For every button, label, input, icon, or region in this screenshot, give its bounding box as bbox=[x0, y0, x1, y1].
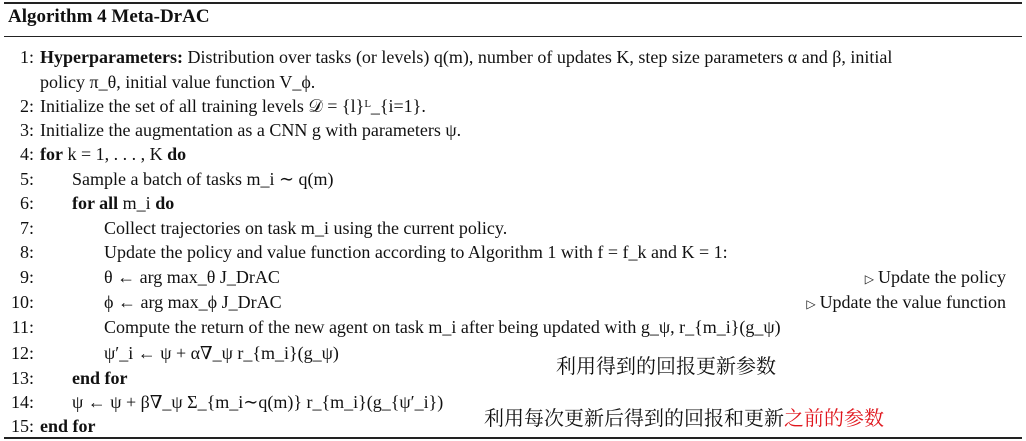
title-rule bbox=[4, 36, 1022, 37]
line-comment bbox=[806, 290, 1006, 316]
algo-line-10 bbox=[0, 290, 1026, 314]
line-number: 4: bbox=[19, 144, 34, 164]
comment-text: Update the value function bbox=[819, 292, 1006, 312]
triangle-right-icon: ▷ bbox=[864, 272, 875, 286]
algo-line-7 bbox=[0, 216, 1026, 240]
annotation-note-2-red: 之前的参数 bbox=[784, 406, 884, 430]
line-text: policy π_θ, initial value function V_ϕ. bbox=[40, 72, 316, 92]
line-text: ϕ ← arg max_ϕ J_DrAC bbox=[104, 292, 282, 312]
algo-line-13 bbox=[0, 366, 1026, 390]
algo-line-9 bbox=[0, 265, 1026, 289]
line-number: 6: bbox=[19, 193, 34, 213]
line-keyword: Hyperparameters: bbox=[40, 47, 183, 67]
algo-line-11 bbox=[0, 315, 1026, 339]
annotation-note-2-black: 利用每次更新后得到的回报和更新 bbox=[484, 406, 784, 430]
line-keyword-do: do bbox=[167, 144, 187, 164]
triangle-right-icon: ▷ bbox=[806, 297, 816, 311]
comment-text: Update the policy bbox=[878, 267, 1006, 287]
line-text: ψ ← ψ + β∇_ψ Σ_{m_i∼q(m)} r_{m_i}(g_{ψ′_i}) bbox=[72, 392, 444, 412]
line-text: Update the policy and value function according to Algorithm 1 with f = f_k and K = 1: bbox=[104, 242, 728, 262]
line-comment bbox=[865, 265, 1006, 291]
algo-line-2 bbox=[0, 94, 1026, 118]
line-text: Initialize the augmentation as a CNN g with parameters ψ. bbox=[40, 120, 462, 140]
algo-line-5 bbox=[0, 167, 1026, 191]
algo-line-1 bbox=[0, 45, 1026, 69]
annotation-note-1: 利用得到的回报更新参数 bbox=[556, 354, 776, 378]
line-number: 14: bbox=[10, 392, 34, 412]
algo-line-1-cont bbox=[0, 70, 1026, 94]
line-keyword-do: do bbox=[155, 193, 175, 213]
line-number: 5: bbox=[19, 169, 34, 189]
algo-line-4 bbox=[0, 142, 1026, 166]
line-text: Sample a batch of tasks m_i ∼ q(m) bbox=[72, 169, 334, 189]
algo-line-8 bbox=[0, 240, 1026, 264]
line-text: Collect trajectories on task m_i using the current policy. bbox=[104, 218, 508, 238]
line-number: 13: bbox=[10, 368, 34, 388]
line-keyword: for bbox=[40, 144, 63, 164]
algo-line-6 bbox=[0, 191, 1026, 215]
line-keyword: for all bbox=[72, 193, 119, 213]
line-number: 1: bbox=[19, 47, 34, 67]
line-text: k = 1, . . . , K bbox=[62, 144, 168, 164]
line-text: Initialize the set of all training levels 𝒟 = {l}ᴸ_{i=1}. bbox=[40, 96, 426, 116]
annotation-note-2 bbox=[484, 402, 884, 431]
top-rule bbox=[4, 2, 1022, 4]
line-number: 3: bbox=[19, 120, 34, 140]
line-number: 15: bbox=[10, 416, 34, 436]
line-text: θ ← arg max_θ J_DrAC bbox=[104, 267, 280, 287]
algo-line-12 bbox=[0, 341, 1026, 365]
line-number: 10: bbox=[10, 292, 34, 312]
line-text: Compute the return of the new agent on task m_i after being updated with g_ψ, r_{m_i}(g_ψ) bbox=[104, 317, 781, 337]
line-text: Distribution over tasks (or levels) q(m), number of updates K, step size parameters α and β, initial bbox=[182, 47, 893, 67]
line-number: 12: bbox=[10, 343, 34, 363]
line-number: 9: bbox=[19, 267, 34, 287]
line-keyword: end for bbox=[72, 368, 128, 388]
line-keyword: end for bbox=[40, 416, 96, 436]
line-number: 11: bbox=[11, 317, 34, 337]
line-number: 2: bbox=[19, 96, 34, 116]
bottom-rule bbox=[4, 437, 1022, 439]
algo-line-3 bbox=[0, 118, 1026, 142]
line-text: ψ′_i ← ψ + α∇_ψ r_{m_i}(g_ψ) bbox=[104, 343, 339, 363]
line-number: 8: bbox=[19, 242, 34, 262]
line-number: 7: bbox=[19, 218, 34, 238]
line-text: m_i bbox=[118, 193, 156, 213]
algorithm-title: Algorithm 4 Meta-DrAC bbox=[8, 6, 210, 27]
